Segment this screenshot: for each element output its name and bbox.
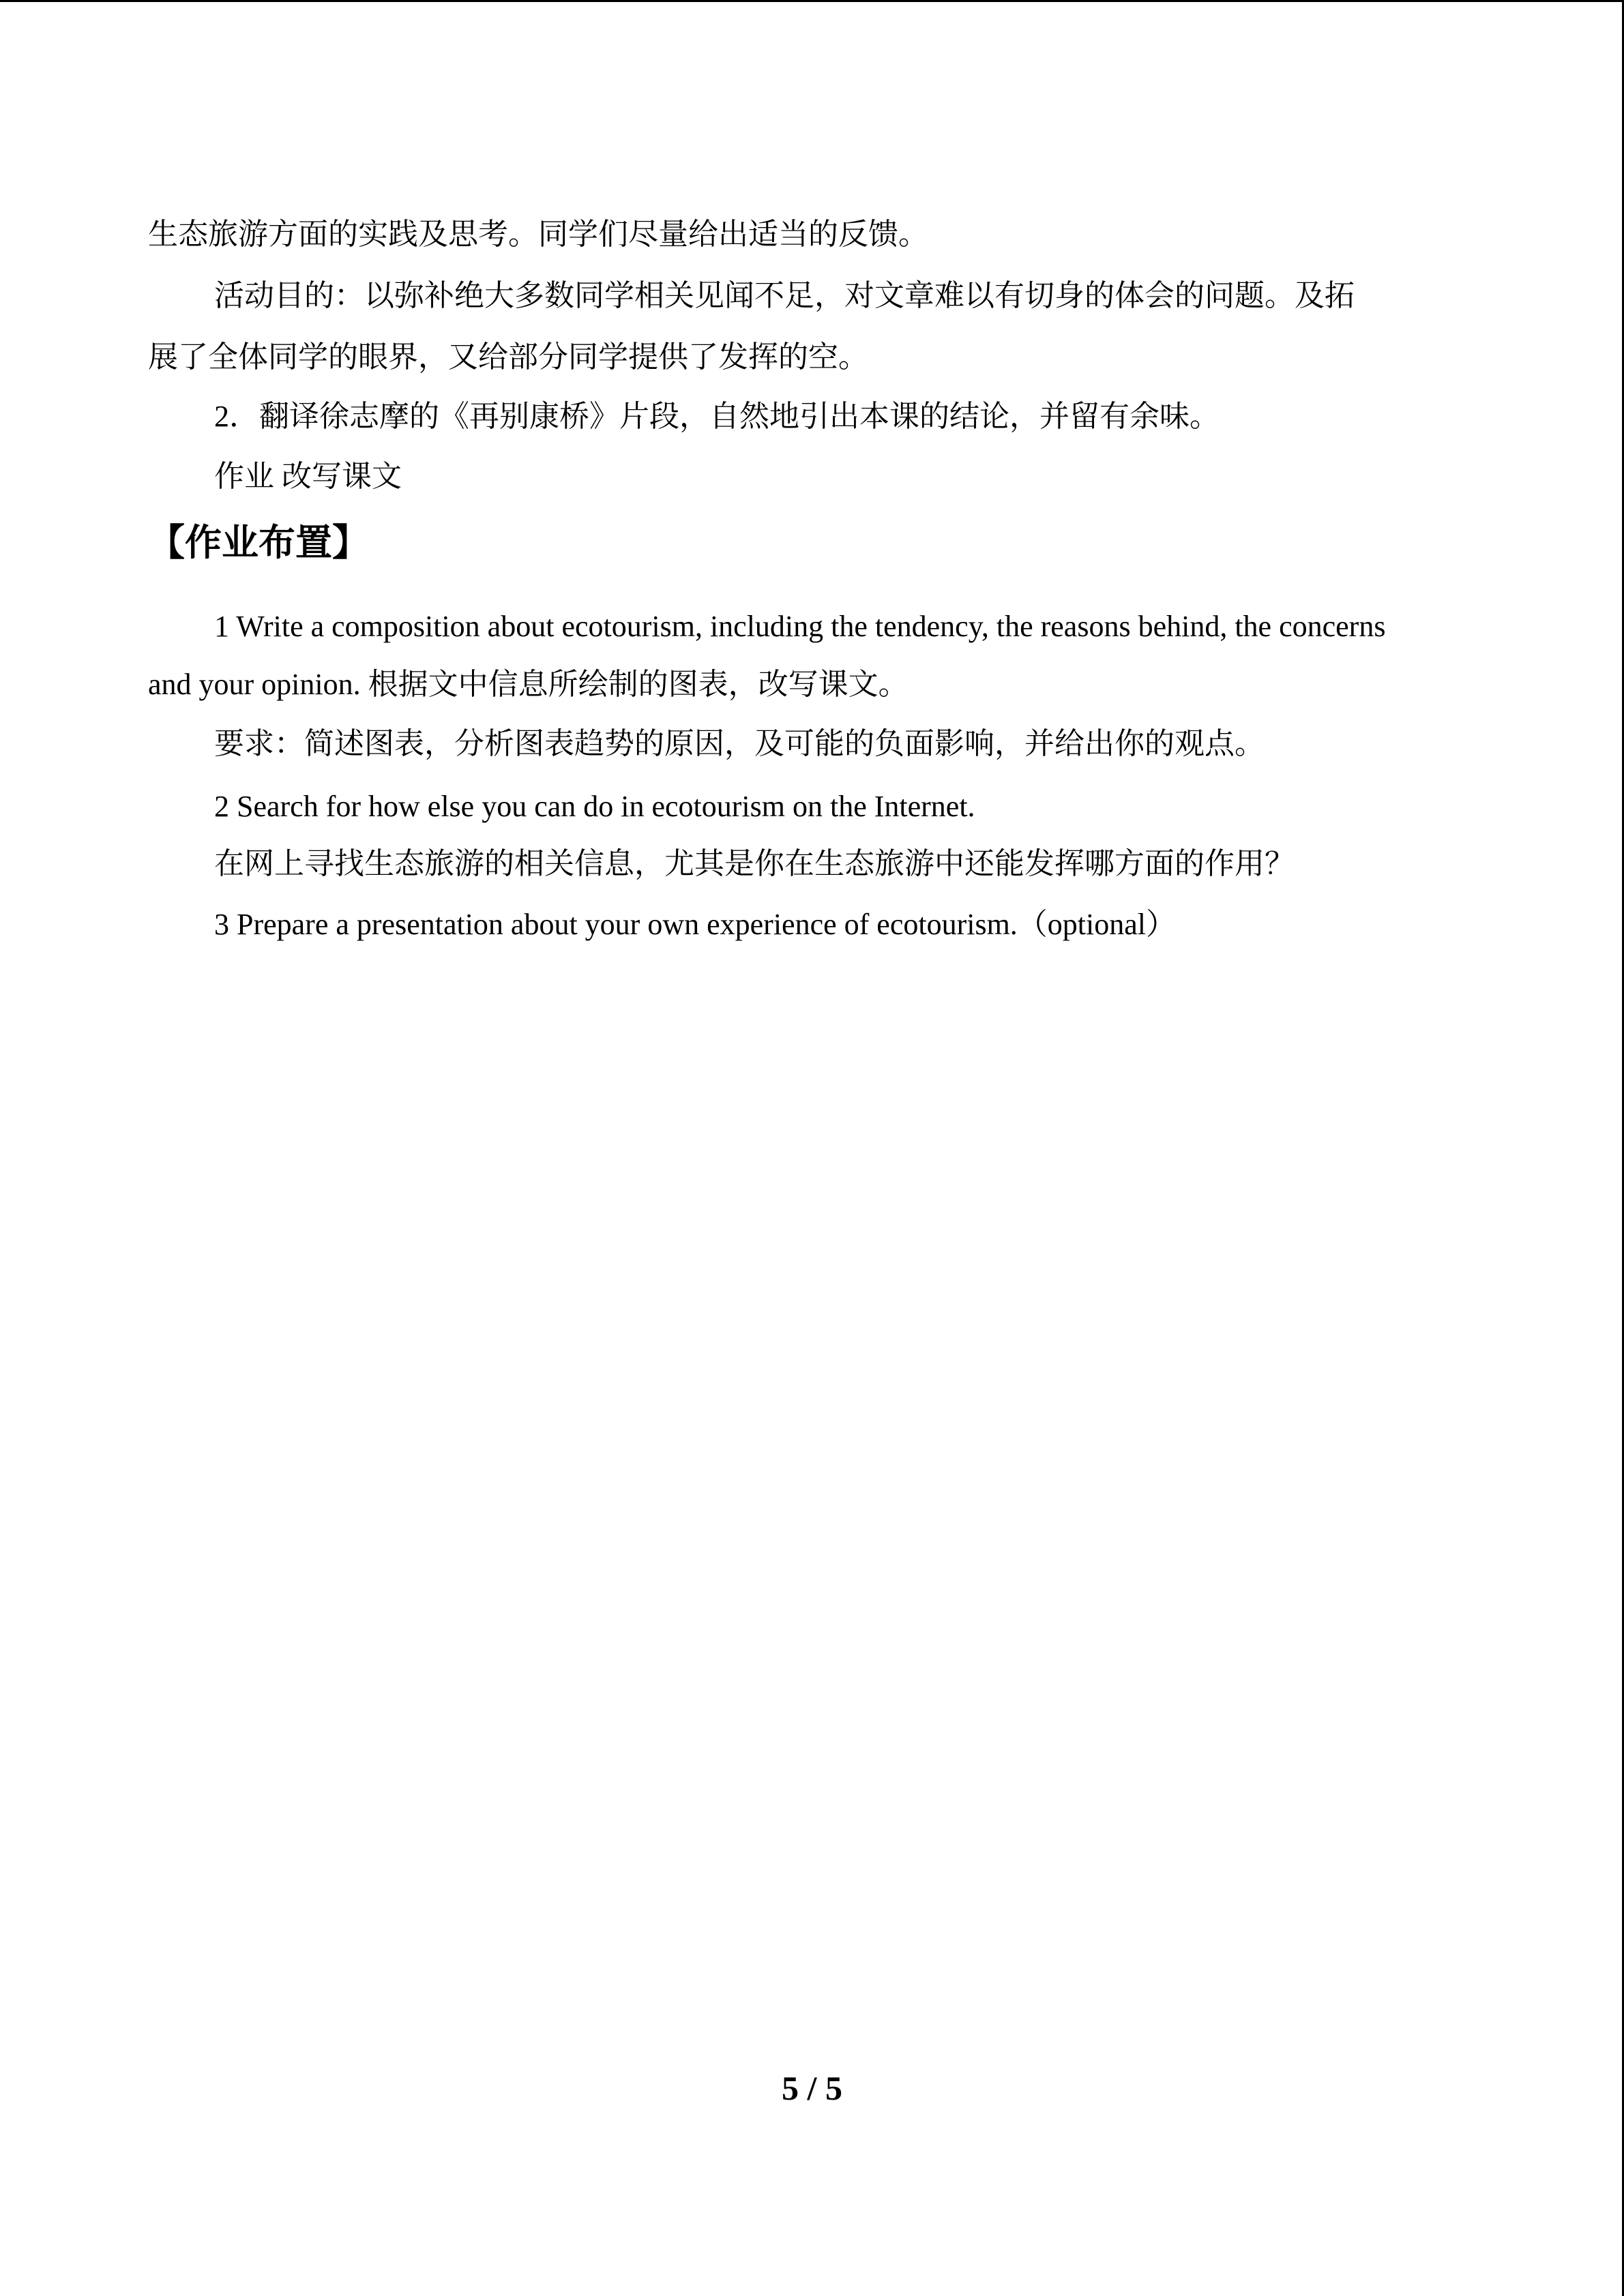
homework-line: 3 Prepare a presentation about your own experience of ecotourism.（optional） — [214, 908, 1176, 941]
section-heading: 【作业布置】 — [148, 521, 369, 564]
homework-line: 2 Search for how else you can do in ecotourism on the Internet. — [214, 790, 975, 823]
homework-line: and your opinion. 根据文中信息所绘制的图表，改写课文。 — [148, 668, 909, 701]
page-number: 5 / 5 — [782, 2069, 842, 2107]
homework-line: 要求：简述图表，分析图表趋势的原因，及可能的负面影响，并给出你的观点。 — [214, 727, 1265, 760]
paragraph-line: 展了全体同学的眼界，又给部分同学提供了发挥的空。 — [148, 340, 868, 374]
homework-line: 1 Write a composition about ecotourism, including the tendency, the reasons behind, the concerns — [214, 610, 1386, 643]
homework-line: 在网上寻找生态旅游的相关信息，尤其是你在生态旅游中还能发挥哪方面的作用？ — [214, 847, 1295, 880]
paragraph-line: 活动目的：以弥补绝大多数同学相关见闻不足，对文章难以有切身的体会的问题。及拓 — [214, 279, 1355, 312]
paragraph-line: 作业 改写课文 — [214, 460, 402, 493]
paragraph-line: 生态旅游方面的实践及思考。同学们尽量给出适当的反馈。 — [148, 218, 928, 251]
paragraph-line: 2．翻译徐志摩的《再别康桥》片段，自然地引出本课的结论，并留有余味。 — [214, 400, 1220, 433]
